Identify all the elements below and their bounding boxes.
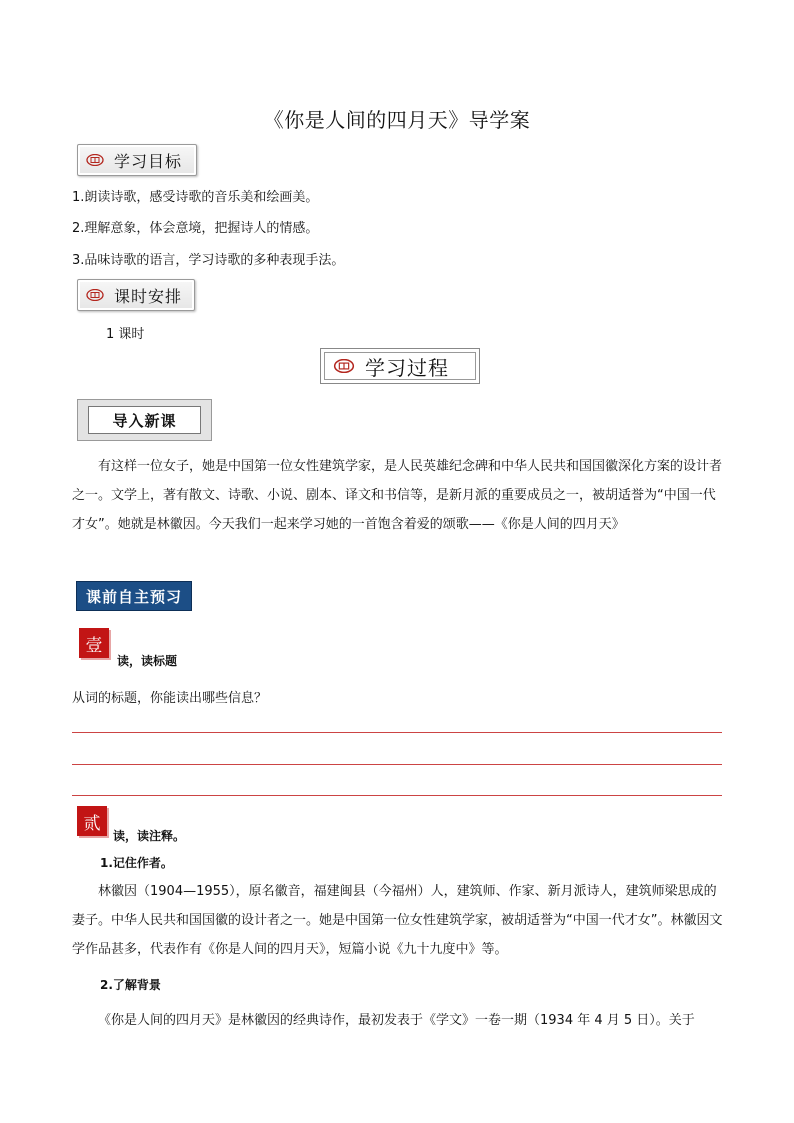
book-icon [86,154,104,166]
process-label: 学习过程 [365,355,449,380]
step2-label: 读，读注释。 [113,829,186,843]
answer-line-3 [72,795,722,796]
objective-item-3: 3.品味诗歌的语言，学习诗歌的多种表现手法。 [72,253,345,268]
answer-line-2 [72,764,722,765]
objective-item-2: 2.理解意象，体会意境，把握诗人的情感。 [72,221,319,236]
schedule-label: 课时安排 [114,286,183,306]
book-icon [333,359,355,373]
step1-question: 从词的标题，你能读出哪些信息？ [72,691,268,706]
objective-item-1: 1.朗读诗歌，感受诗歌的音乐美和绘画美。 [72,190,319,205]
schedule-value: 1 课时 [106,327,145,342]
objectives-label: 学习目标 [114,151,183,171]
answer-line-1 [72,732,722,733]
step1-label: 读，读标题 [117,654,178,668]
author-paragraph: 林徽因（1904—1955），原名徽音，福建闽县（今福州）人，建筑师、作家、新月派诗人，建筑师梁思成的妻子。中华人民共和国国徽的设计者之一。她是中国第一位女性建筑学家，被胡适誉为“中国一代才女”。林徽因文学作品甚多，代表作有《你是人间的四月天》，短篇小说《九十九度中》等。 [72,884,723,957]
preview-label: 课前自主预习 [76,581,192,611]
page-title: 《你是人间的四月天》导学案 [263,108,531,132]
intro-paragraph: 有这样一位女子，她是中国第一位女性建筑学家，是人民英雄纪念碑和中华人民共和国国徽深化方案的设计者之一。文学上，著有散文、诗歌、小说、剧本、译文和书信等，是新月派的重要成员之一，被胡适誉为“中国一代才女”。她就是林徽因。今天我们一起来学习她的一首饱含着爱的颂歌——《你是人间的四月天》 [72,459,723,532]
background-subheading: 2.了解背景 [100,978,161,992]
intro-label: 导入新课 [88,406,201,434]
step2-number-badge: 贰 [77,806,107,836]
process-label-box [320,348,480,384]
objectives-label-box [77,144,197,176]
schedule-label-box [77,279,195,311]
book-icon [86,289,104,301]
step1-number-badge: 壹 [79,628,109,658]
author-subheading: 1.记住作者。 [100,856,173,870]
background-paragraph: 《你是人间的四月天》是林徽因的经典诗作，最初发表于《学文》一卷一期（1934 年 4 月 5 日）。关于 [98,1013,695,1028]
intro-label-box [77,399,212,441]
